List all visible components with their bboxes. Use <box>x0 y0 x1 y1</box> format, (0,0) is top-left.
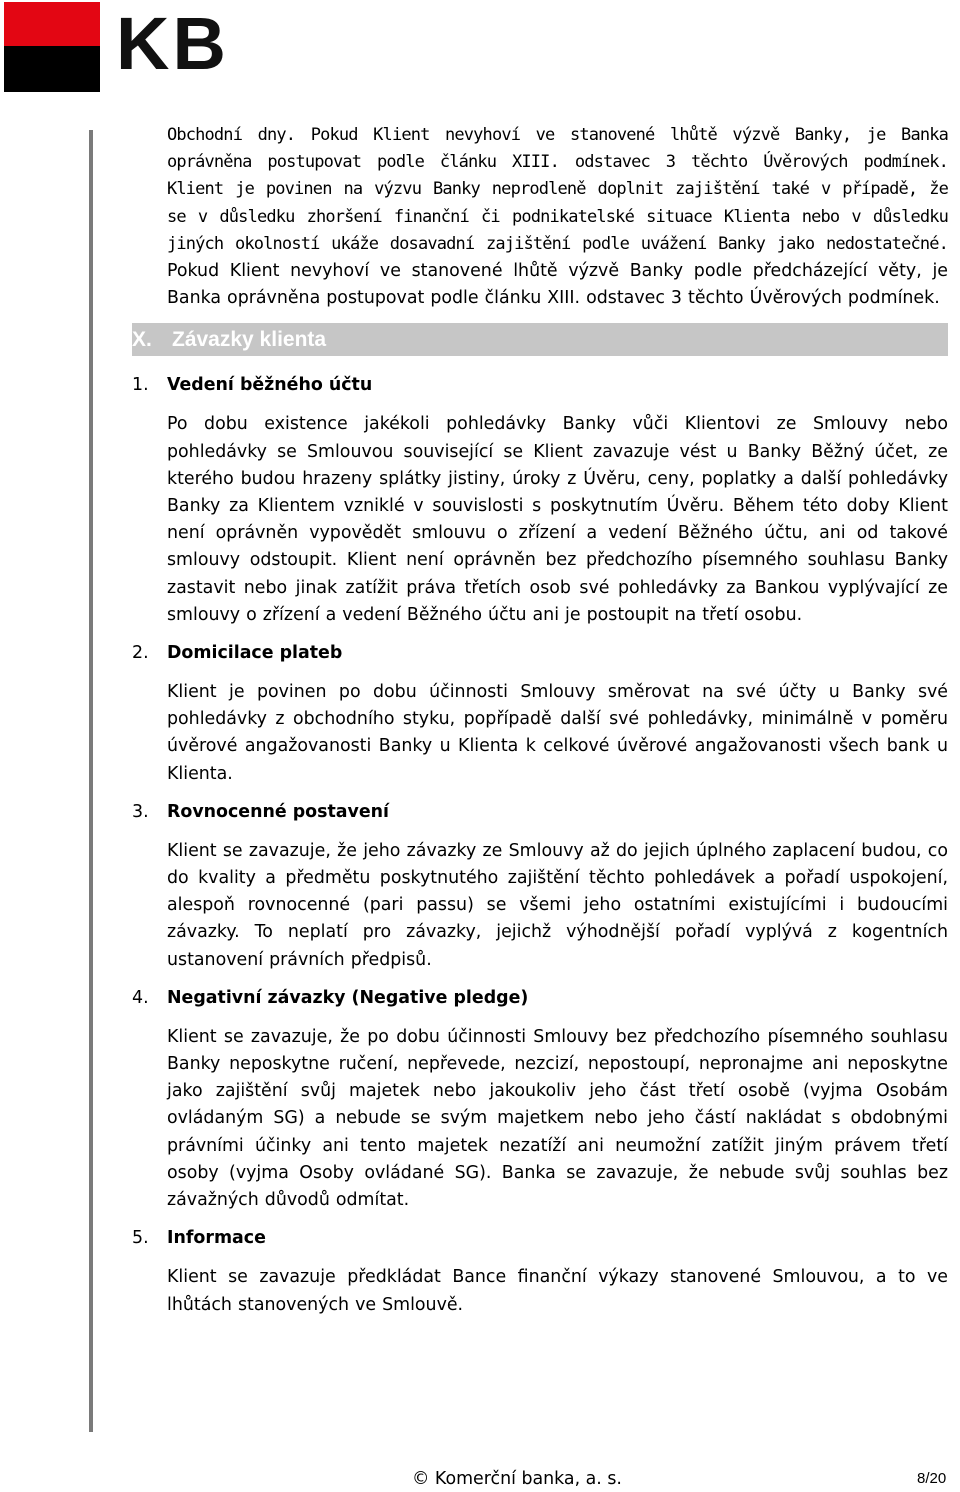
kb-logo <box>4 2 264 94</box>
item-number: 4. <box>132 987 149 1008</box>
item-paragraph: Klient se zavazuje, že jeho závazky ze Smlouvy až do jejich úplného zaplacení budou, co do kvality a předmětu poskytnutého zajištění těchto pohledávek a pořadí uspokojení, alespoň rovnocenné (pari passu) se všemi jeho ostatními existujícími i budoucími závazky. To neplatí pro závazky, jejichž výhodnější pořadí vyplývá z kogentních ustanovení právních předpisů. <box>167 840 948 970</box>
change-margin-bar <box>89 130 93 1432</box>
item-number: 5. <box>132 1228 149 1249</box>
item-paragraph: Klient se zavazuje předkládat Bance finanční výkazy stanovené Smlouvou, a to ve lhůtách stanovených ve Smlouvě. <box>167 1267 948 1315</box>
item-title: Informace <box>167 1228 266 1249</box>
item-title: Domicilace plateb <box>167 643 343 664</box>
item-heading <box>132 799 948 826</box>
intro-paragraph <box>167 122 948 312</box>
item-paragraph: Po dobu existence jakékoli pohledávky Banky vůči Klientovi ze Smlouvy nebo pohledávky se Smlouvou související se Klient zavazuje vést u Banky Běžný účet, ze kterého budou hrazeny splátky jistiny, úroky z Úvěru, ceny, poplatky a další pohledávky Banky za Klientem vzniklé v souvislosti s poskytnutím Úvěru. Během této doby Klient není oprávněn vypovědět smlouvu o zřízení a vedení Běžného účtu, ani od takové smlouvy odstoupit. Klient není oprávněn bez předchozího písemného souhlasu Banky zastavit nebo jinak zatížit práva třetích osob své pohledávky za Bankou vyplývající ze smlouvy o zřízení a vedení Běžného účtu ani je postoupit na třetí osobu. <box>167 414 948 625</box>
item-number: 1. <box>132 375 149 396</box>
section-number: X. <box>132 328 152 352</box>
intro-text-part2: Pokud Klient nevyhoví ve stanovené lhůtě výzvě Banky podle předcházející věty, je Banka oprávněna postupovat podle článku XIII. odstavec 3 těchto Úvěrových podmínek. <box>167 261 948 309</box>
item-number: 3. <box>132 801 149 822</box>
section-heading <box>132 323 948 356</box>
item-number: 2. <box>132 643 149 664</box>
item-paragraph: Klient je povinen po dobu účinnosti Smlouvy směrovat na své účty u Banky své pohledávky z obchodního styku, popřípadě další své pohledávky, minimálně v poměru úvěrové angažovanosti Banky u Klienta k celkové úvěrové angažovanosti všech bank u Klienta. <box>167 682 948 784</box>
item-title: Negativní závazky (Negative pledge) <box>167 987 529 1008</box>
section-title: Závazky klienta <box>172 328 327 352</box>
document-body <box>132 122 948 1319</box>
logo-text: KB <box>116 2 229 85</box>
intro-text-part1: Obchodní dny. Pokud Klient nevyhoví ve stanovené lhůtě výzvě Banky, je Banka oprávněna postupovat podle článku XIII. odstavec 3 těchto Úvěrových podmínek. Klient je povinen na výzvu Banky neprodleně doplnit zajištění také v případě, že se v důsledku zhoršení finanční či podnikatelské situace Klienta nebo v důsledku jiných okolností ukáže dosavadní zajištění podle uvážení Banky jako nedostatečné. <box>167 125 948 254</box>
item-heading <box>132 640 948 667</box>
item-title: Rovnocenné postavení <box>167 801 389 822</box>
logo-black-block <box>4 46 100 92</box>
item-heading <box>132 1225 948 1252</box>
item-heading <box>132 372 948 399</box>
footer-copyright: © Komerční banka, a. s. <box>412 1469 622 1489</box>
item-paragraph: Klient se zavazuje, že po dobu účinnosti Smlouvy bez předchozího písemného souhlasu Banky neposkytne ručení, nepřevede, nezcizí, nepostoupí, nepronajme ani neposkytne jako zajištění svůj majetek nebo jakoukoliv jeho část třetí osobě (vyjma Osobám ovládaným SG) a nebude se svým majetkem nebo jeho částí nakládat s obdobnými právními účinky ani tento majetek nezatíží ani neumožní zatížit jiným právem třetí osoby (vyjma Osoby ovládané SG). Banka se zavazuje, že nebude svůj souhlas bez závažných důvodů odmítat. <box>167 1026 948 1211</box>
item-heading <box>132 985 948 1012</box>
logo-red-block <box>4 2 100 46</box>
item-title: Vedení běžného účtu <box>167 375 373 396</box>
page-number: 8/20 <box>917 1470 947 1487</box>
